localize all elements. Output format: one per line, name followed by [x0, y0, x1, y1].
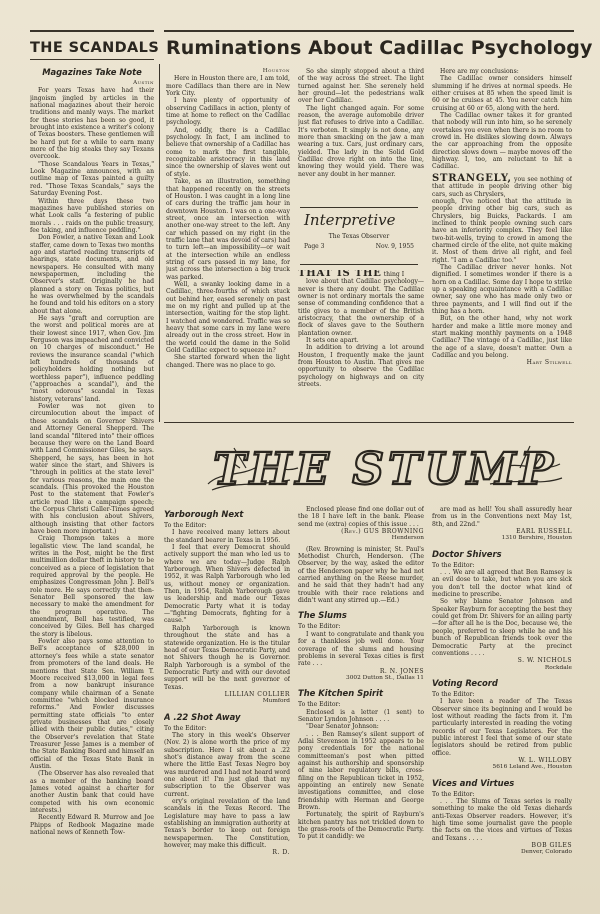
cadillac-col-3-body-b [432, 198, 572, 360]
cadillac-paragraph: The Cadillac owner takes it for granted that nobody will run into him, so he serenely overtakes you even when there is no room to crowd in. He dislikes slowing down. Always the car approaching from the opposite direction slows down — maybe moves off the highway. I, too, am reluctant to hit a Cadillac. [432, 112, 572, 171]
cadillac-paragraph: So she simply stopped about a third of the way across the street. The light turned against her. She serenely held her ground—let the pedestrians walk over her Cadillac. [298, 68, 424, 105]
cadillac-author: Hart Stilwell [526, 359, 572, 367]
letter-paragraph: I have received many letters about the standard bearer in Texas in 1956. [164, 529, 290, 544]
cadillac-paragraph: The Cadillac driver never honks. Not dignified. I sometimes wonder if there is a horn on a Cadillac. Some day I hope to strike up a speaking acquaintance with a Cadillac owner, say one who has made only two or three payments, and I will find out if the thing has a horn. [432, 263, 572, 315]
letter-paragraph: (Rev. Browning is minister, St. Paul's Methodist Church, Henderson. (The Observer, by the way, asked the editor of the Henderson paper why he had not carried anything on the Reese murder, and he said that they hadn't had any trouble with their race relations and didn't want any stirred up.—Ed.) [298, 545, 424, 605]
letter-heading: The Kitchen Spirit [298, 688, 384, 699]
cadillac-paragraph: The light changed again. For some reason, the average automobile driver just flat refuses to drive into a Cadillac. It's verboten. It simply is not done, any more than smacking on the jaw a man wearing a tux. Cars, just ordinary cars, yielded. The lady in the Solid Gold Cadillac drove right on into the line, knowing they would yield. There was never any doubt in her manner. [298, 104, 424, 178]
col2b-dropcap: THAT IS THE [298, 270, 382, 279]
letter-place: Rockdale [544, 664, 572, 671]
cadillac-paragraph: But, on the other hand, why not work harder and make a little more money and start making monthly payments on a 1948 Cadillac? The vintage of a Cadillac, just like the age of a slave, doesn't matter. Own a Cadillac and you belong. [432, 315, 572, 360]
interpretive-meta [304, 243, 414, 250]
letter-heading: The Slums [298, 610, 347, 621]
letter-signer: BOB GILES [531, 842, 572, 850]
cadillac-paragraph: She started forward when the light changed. There was no place to go. [166, 354, 290, 369]
letter-paragraph: Fortunately, the spirit of Rayburn's kitchen pantry has not trickled down to the grass-roots of the Democratic Party. To put it candidly: we [298, 811, 424, 841]
scandals-paragraph: "Those Scandalous Years in Texas," Look Magazine announces, with an outline map of Texas painted a guilty red. "Those Texas Scandals," says the Saturday Evening Post. [30, 160, 154, 198]
cadillac-dateline: Houston [262, 68, 290, 74]
cadillac-paragraph: Take, as an illustration, something that happened recently on the streets of Houston. I was caught in a long line of cars during the traffic jam hour in downtown Houston. I was on a one-way street, once an intersection with another one-way street to the left. Any car which passed on my right (in the traffic lane that was devoid of cars) had to turn left—an impossibility—or wait at the intersection while an endless string of cars passed in my lane, for just across the intersection a big truck was parked. [166, 178, 290, 281]
letter-salutation: To the Editor: [432, 790, 475, 798]
cadillac-paragraph: love about that Cadillac psychology—never is there any doubt. The Cadillac owner is not ordinary mortals the same sense of commanding confidence that a title gives to a member of the British aristocracy, that the ownership of a flock of slaves gave to the Southern plantation owner. [298, 278, 424, 337]
letter-spacer [432, 543, 572, 546]
letter-salutation: To the Editor: [164, 522, 207, 529]
interp-rule-bottom [300, 264, 418, 265]
col3-dropcap-tail: you see nothing of that attitude in people driving other big cars, such as Chryslers, [432, 175, 572, 198]
letter-place: 3002 Dutton St., Dallas 11 [346, 674, 424, 681]
letter-salutation: To the Editor: [432, 690, 475, 698]
letter-signer: (Rev.) GUS BROWNING [341, 528, 424, 536]
letter-paragraph: The story in this week's Observer (Nov. 2) is alone worth the price of my subscription. Here I sit about a .22 shot's distance away from the scene where the little East Texas Negro boy was murdered and I had not heard word one about it! I'm just glad that my subscription to the Observer was current. [164, 731, 290, 798]
letter-heading: Doctor Shivers [432, 548, 502, 559]
letter-signer: LILLIAN COLLIER [224, 690, 290, 698]
cadillac-col-3-body-a [432, 68, 572, 171]
cadillac-col-2 [298, 68, 424, 204]
top-rule-left [30, 30, 154, 32]
letter-salutation: To the Editor: [298, 701, 341, 709]
letters-col-1-body [164, 509, 290, 860]
interpretive-title: Interpretive [304, 211, 396, 229]
stump-banner-text: THE STUMP [213, 444, 557, 495]
interpretive-box [300, 207, 418, 265]
letter-place: 1310 Bershire, Houston [501, 535, 572, 542]
letter-paragraph: I want to congratulate and thank you for a thankless job well done. Your coverage of the slums and housing problems in several Texas cities is first rate . . . [298, 630, 424, 668]
letter-spacer [432, 772, 572, 775]
letters-col-2 [298, 506, 424, 906]
scandals-paragraph: Within three days these two magazines have published stories on what Look calls "a festering of public morals . . . raids on the public treasury, fee taking, and influence peddling." [30, 197, 154, 234]
cadillac-paragraph: In addition to driving a lot around Houston, I frequently make the jaunt from Houston to Austin. That gives me opportunity to observe the Cadillac psychology on highways and on city streets. [298, 344, 424, 389]
cadillac-col-2-body [298, 68, 424, 178]
scandals-paragraph: Fowler was not given to circumlocution about the impact of these scandals on Governor Shivers and Attorney General Shepperd. The land scandal "filtered into" their offices because they were on the Land Board with Land Commissioner Giles, he says. Shepperd, he says, has been in hot water since the start, and Shivers is "through in politics at the state level" for various reasons, the main one the scandals. (This provoked the Houston Post to the statement that Fowler's article read like a campaign speech; the Corpus Christi Caller-Times agreed with his conclusion about Shivers, although insisting that other factors have been more important.) [30, 403, 154, 535]
interpretive-date: Nov. 9, 1955 [375, 243, 414, 250]
col3-lead [432, 172, 572, 198]
cadillac-paragraph: And, oddly, there is a Cadillac psychology. In fact, I am inclined to believe that ownership of a Cadillac has come to mark the first tangible, recognizable aristocracy in this land since the ownership of slaves went out of style. [166, 126, 290, 178]
scandals-paragraph: Recently Edward R. Murrow and Joe Phipps of Redbook Magazine made national news of Kenneth Tow- [30, 814, 154, 837]
letter-paragraph: "Dear Senator Johnson: [306, 723, 379, 731]
magazines-heading: Magazines Take Note [42, 67, 142, 77]
interpretive-subtitle: The Texas Observer [328, 233, 390, 240]
letter-signer: W. L. WILLOBY [518, 756, 572, 764]
letter-salutation: To the Editor: [298, 623, 341, 631]
letter-place: Mumford [262, 698, 290, 705]
col2b-dropcap-tail: thing I [381, 271, 405, 278]
letter-spacer [164, 857, 290, 860]
scandals-paragraph: Craig Thompson takes a more legalistic view. The land scandal, he writes in the Post, might be the first multimillion dollar theft in history to be conceived as a piece of legislation that required approval by the people. He emphasizes Congressman John J. Bell's role more. He says correctly that then-Senator Bell sponsored the law necessary to make the amendment for the program operative. The amendment, Bell has testified, was conceived by Giles. Bell has charged the story is libelous. [30, 535, 154, 638]
interp-rule-top [300, 207, 418, 208]
cadillac-paragraph: enough, I've noticed that the attitude in people driving other big cars, such as Chryslers, big Buicks, Packards. I am inclined to think people owning such cars have an inferiority complex. They feel like two-bit-wells, trying to crowd in among the charmed circle of the elite, not quite making it. Most of them drive all right, and feel right. "I am a Cadillac too." [432, 197, 572, 264]
scandals-dateline: Austin [133, 80, 154, 86]
letters-col-2-body [298, 506, 424, 844]
letter-place: 5616 Leland Ave., Houston [492, 764, 572, 771]
letter-paragraph: ery's original revelation of the land scandals in the Texas Record. The Legislature may have to pass a law establishing an immigration authority at Texas's border to keep out foreign newspapermen. The Constitution, however, may make this difficult. [164, 798, 290, 850]
letter-paragraph: So why blame Senator Johnson and Speaker Rayburn for accepting the best they could get from Dr. Shivers for an ailing party—for after all he is the Doc, because we, the people, preferred to sleep while he and his bunch of Republican friends took over the Democratic Party at the precinct conventions . . . . [432, 598, 572, 657]
letter-place: Denver, Colorado [520, 849, 572, 856]
col3-dropcap: STRANGELY, [432, 172, 512, 184]
stump-banner [200, 424, 570, 506]
letter-signer: R. N. JONES [379, 667, 424, 675]
cadillac-paragraph: I have plenty of opportunity of observing Cadillacs in action, plenty of time at home to reflect on the Cadillac psychology. [166, 97, 290, 127]
title-rule-left [30, 59, 154, 60]
column-divider [159, 64, 160, 422]
letter-paragraph: are mad as hell! You shall assuredly hear from us in the Conventions next May 1st, 8th, and 22nd." [432, 506, 572, 528]
letter-signer: EARL RUSSELL [516, 528, 572, 536]
letter-heading: Vices and Virtues [432, 777, 515, 788]
cadillac-col-1 [166, 68, 290, 422]
letter-heading: Yarborough Next [164, 509, 244, 519]
letter-heading: A .22 Shot Away [164, 711, 241, 722]
scandals-paragraph: Fowler also pays some attention to Bell's acceptance of $28,000 in attorney's fees while a state senator from promoters of the land deals. He mentions that State Sen. William T. Moore received $13,000 in legal fees from a now bankrupt insurance company while chairman of a Senate committee "which blocked insurance reforms." And Fowler discusses permitting state officials "to enter private businesses that are closely allied with their public duties," citing the Observer's revelation that State Treasurer Jesse James is a member of the State Banking Board and himself an official of the Texas State Bank in Austin. [30, 638, 154, 770]
cadillac-paragraph: Well, a swanky looking dame in a Cadillac, three-fourths of which stuck out behind her, eased serenely on past me on my right and pulled up at the intersection, waiting for the stop light. I watched and wondered. Traffic was so heavy that some cars in my lane were already out in the cross street. How in the world could the dame in the Solid Gold Cadillac expect to squeeze in? [166, 280, 290, 355]
letter-paragraph: . . . Ben Ramsey's silent support of Adlai Stevenson in 1952 appears to be pony credentials for the national committeeman's post when pitted against his authorship and sponsorship of nine labor regulatory bills, cross-filing on the Republican ticket in 1952, appointing an entirely new Senate investigations committee, and close friendship with Herman and George Brown. [298, 730, 424, 812]
scandals-body [30, 87, 154, 836]
letter-spacer [432, 672, 572, 675]
cadillac-col-2b-body [298, 278, 424, 388]
col2b-lead [298, 270, 424, 278]
cadillac-col-2b [298, 270, 424, 422]
letter-spacer [432, 857, 572, 860]
letters-col-1 [164, 506, 290, 906]
letter-salutation: To the Editor: [432, 561, 475, 569]
section-title-scandals: THE SCANDALS [30, 40, 160, 56]
cadillac-paragraph: It sets one apart. [306, 337, 359, 345]
scandals-column [30, 64, 154, 904]
letters-col-3-body [432, 506, 572, 860]
letter-place: Henderson [391, 535, 424, 542]
cadillac-paragraph: Here in Houston there are, I am told, more Cadillacs than there are in New York City. [166, 75, 290, 98]
cadillac-paragraph: Here are my conclusions: [440, 68, 519, 75]
letter-heading: Voting Record [432, 677, 498, 688]
letter-paragraph: Enclosed please find one dollar out of the 18 I have left in the bank. Please send me (extra) copies of this issue . . . [298, 506, 424, 528]
cadillac-col-1-body [166, 75, 290, 369]
cadillac-col-3 [432, 68, 572, 422]
letter-spacer [298, 682, 424, 685]
letter-salutation: To the Editor: [164, 724, 207, 732]
mid-rule [164, 422, 574, 423]
scandals-paragraph: (The Observer has also revealed that as a member of the banking board James voted against a charter for another Austin bank that could have competed with his own economic interests.) [30, 770, 154, 815]
main-headline: Ruminations About Cadillac Psychology [166, 37, 593, 59]
letter-paragraph: I have been a reader of The Texas Observer since its beginning and I would be lost without reading the facts from it. I'm particularly interested in reading the voting records of our Texas Legislators. For the public interest I feel that some of our state legislators should be retired from public office. [432, 698, 572, 757]
letter-spacer [164, 706, 290, 709]
top-rule-main [164, 30, 574, 32]
letter-paragraph: Ralph Yarborough is known throughout the state and has a statewide organization. He is the titular head of our Texas Democratic Party, and not Shivers though he is Governor. Ralph Yarborough is a symbol of the Democratic Party and with our devoted support will be the next governor of Texas. [164, 624, 290, 691]
scandals-paragraph: Don Fowler, a native Texan and Look staffer, came down to Texas two months ago and started reading transcripts of hearings, state documents, and old newspapers. He consulted with many newspapermen, including the Observer's staff. Originally he had planned a story on Texas politics, but he was overwhelmed by the scandals he found and told his editors on a story about that alone. [30, 234, 154, 315]
scandals-paragraph: He says "graft and corruption are the worst and political mores are at their lowest since 1917, when Gov. Jim Ferguson was impeached and convicted on 10 charges of misconduct." He reviews the insurance scandal ("which left hundreds of thousands of policyholders holding nothing but worthless paper"), influence peddling ("approaches a scandal"), and the "most odorous" scandal in Texas history, veterans' land. [30, 315, 154, 403]
letter-signer: R. D. [272, 849, 290, 857]
interpretive-page: Page 3 [304, 243, 325, 250]
scandals-paragraph: For years Texas have had their jingoism jingled by articles in the national magazines about their heroic traditions and manly ways. The market for these stories has been so good, it brought into existence a writer's colony of Texas boosters. These gentlemen will be hard put for a while to earn many more of the big steaks they say Texans overcook. [30, 87, 154, 161]
letter-paragraph: . . . We are all agreed that Ben Ramsey is an evil dose to take, but when you are sick you don't tell the doctor what kind of medicine to prescribe. [432, 569, 572, 599]
letter-signer: S. W. NICHOLS [517, 657, 572, 665]
letters-col-3 [432, 506, 572, 906]
letter-spacer [298, 841, 424, 844]
letter-paragraph: I feel that every Democrat should actively support the man who led us to where we are today—Judge Ralph Yarborough. When Shivers defected in 1952, it was Ralph Yarborough who led us, without money or organization. Then, in 1954, Ralph Yarborough gave us leadership and made our Texas Democratic Party what it is today—"fighting Democrats, fighting for a cause." [164, 544, 290, 625]
cadillac-paragraph: The Cadillac owner considers himself slumming if he drives at normal speeds. He either cruises at 85 when the speed limit is 60 or he cruises at 45. You never catch him cruising at 60 or 65, along with the herd. [432, 75, 572, 112]
letter-spacer [298, 604, 424, 607]
letter-paragraph: . . . The Slums of Texas series is really something to make the old Texas diehards anti-Texas Observer readers. However, it's high time some journalist gave the people the facts on the vices and virtues of Texas and Texans . . . . [432, 798, 572, 842]
letter-paragraph: Enclosed is a letter (1 sent) to Senator Lyndon Johnson . . . . [298, 708, 424, 723]
